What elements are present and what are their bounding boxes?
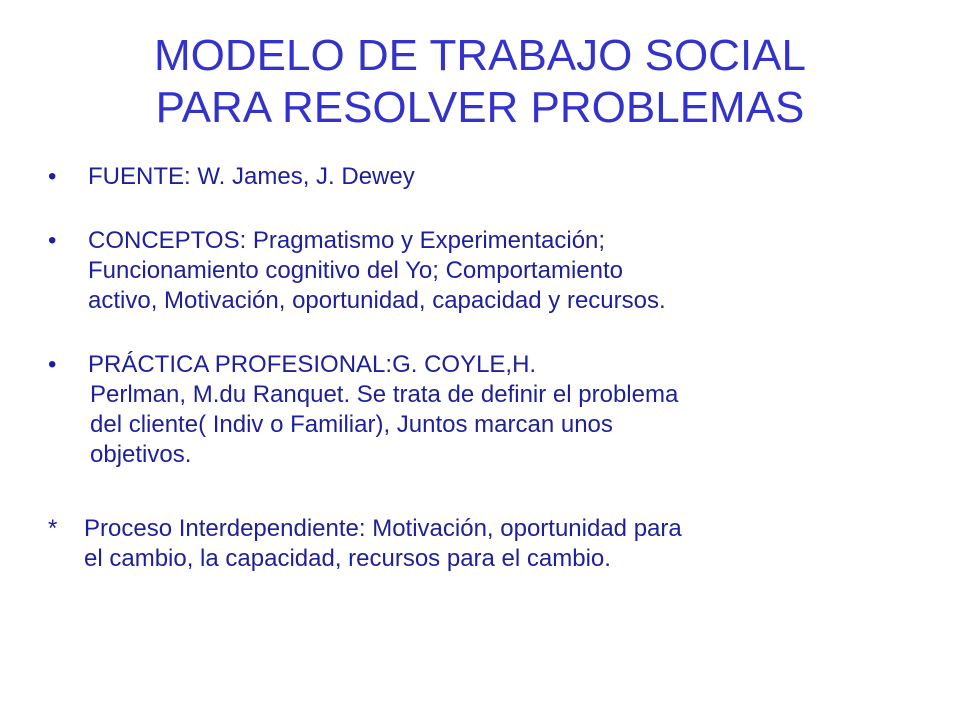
continuation-line: del cliente( Indiv o Familiar), Juntos marcan unos <box>90 411 613 438</box>
note-proceso <box>48 514 928 574</box>
title-line-1: MODELO DE TRABAJO SOCIAL <box>153 31 806 80</box>
bullet-practica <box>48 350 928 380</box>
bullet-marker: • <box>48 163 57 190</box>
note-line: el cambio, la capacidad, recursos para el cambio. <box>84 545 611 572</box>
bullet-line: FUENTE: W. James, J. Dewey <box>88 163 415 190</box>
bullet-fuente <box>48 162 928 192</box>
bullet-marker: • <box>48 227 57 254</box>
slide-title <box>0 30 960 134</box>
bullet-line: Funcionamiento cognitivo del Yo; Comportamiento <box>88 257 623 284</box>
bullet-conceptos <box>48 226 928 316</box>
bullet-marker: • <box>48 351 57 378</box>
continuation-line: Perlman, M.du Ranquet. Se trata de definir el problema <box>90 381 679 408</box>
bullet-line: PRÁCTICA PROFESIONAL:G. COYLE,H. <box>88 351 537 378</box>
title-line-2: PARA RESOLVER PROBLEMAS <box>155 83 805 132</box>
note-line: Proceso Interdependiente: Motivación, oportunidad para <box>84 515 682 542</box>
bullet-line: CONCEPTOS: Pragmatismo y Experimentación; <box>88 227 606 254</box>
practica-continuation <box>48 380 928 470</box>
continuation-line: objetivos. <box>90 441 192 468</box>
slide-body <box>48 162 928 574</box>
bullet-line: activo, Motivación, oportunidad, capacidad y recursos. <box>88 287 666 314</box>
note-marker: * <box>48 515 58 542</box>
